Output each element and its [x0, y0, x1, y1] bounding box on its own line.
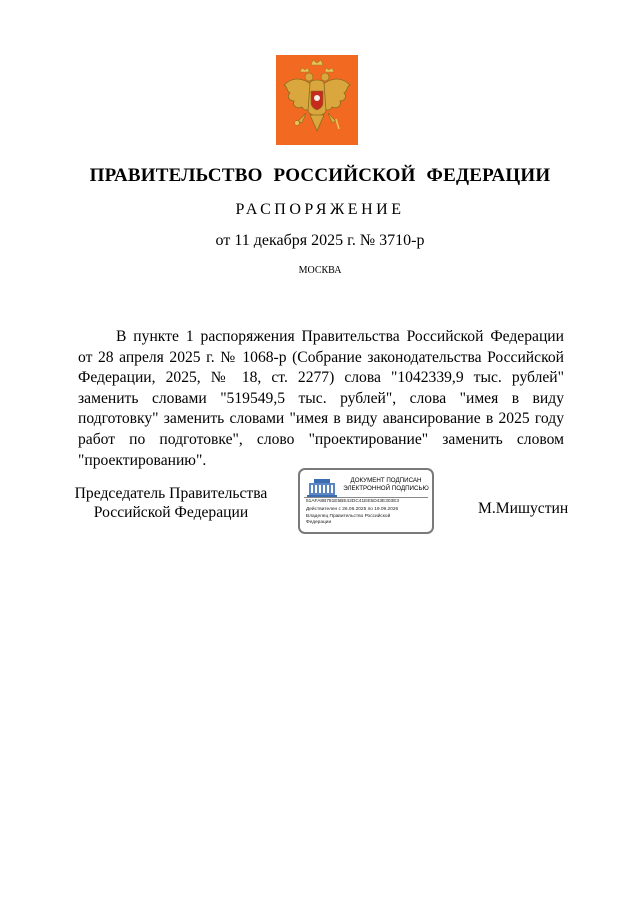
stamp-serial: 51AFA8B781E5BE42DC41EE5D43E303E3 — [306, 499, 400, 504]
electronic-signature-stamp — [298, 468, 434, 534]
document-type: РАСПОРЯЖЕНИЕ — [235, 201, 405, 218]
signer-position — [70, 484, 272, 522]
government-building-icon — [306, 477, 338, 497]
coat-of-arms-icon — [276, 55, 358, 145]
issuer-title: ПРАВИТЕЛЬСТВО РОССИЙСКОЙ ФЕДЕРАЦИИ — [89, 165, 551, 186]
stamp-heading-line1: ДОКУМЕНТ ПОДПИСАН — [350, 477, 422, 484]
stamp-validity: Действителен с 26.06.2025 по 19.09.2026 — [306, 507, 399, 512]
signer-name: М.Мишустин — [478, 500, 569, 517]
stamp-heading — [338, 477, 434, 493]
stamp-owner-line2: Федерации — [306, 520, 332, 525]
signer-position-line1: Председатель Правительства — [74, 485, 268, 502]
signer-position-line2: Российской Федерации — [93, 504, 249, 521]
document-date-number: от 11 декабря 2025 г. № 3710-р — [215, 232, 425, 249]
stamp-heading-line2: ЭЛЕКТРОННОЙ ПОДПИСЬЮ — [343, 485, 429, 492]
order-text: В пункте 1 распоряжения Правительства Российской Федерации от 28 апреля 2025 г. № 1068-р (Собрание законодательства Российской Федерации, 2025, № 18, ст. 2277) слова "1042339,9 тыс. рублей" заменить словами "519549,5 тыс. рублей", слова "имея в виду подготовку" заменить словами "имея в виду авансирование в 2025 году работ по подготовке", слово "проектирование" заменить словом "проектированию". — [78, 328, 564, 469]
stamp-owner-line1: Владелец Правительство Российской — [306, 514, 391, 519]
stamp-divider — [304, 497, 428, 498]
document-city: МОСКВА — [298, 265, 342, 276]
